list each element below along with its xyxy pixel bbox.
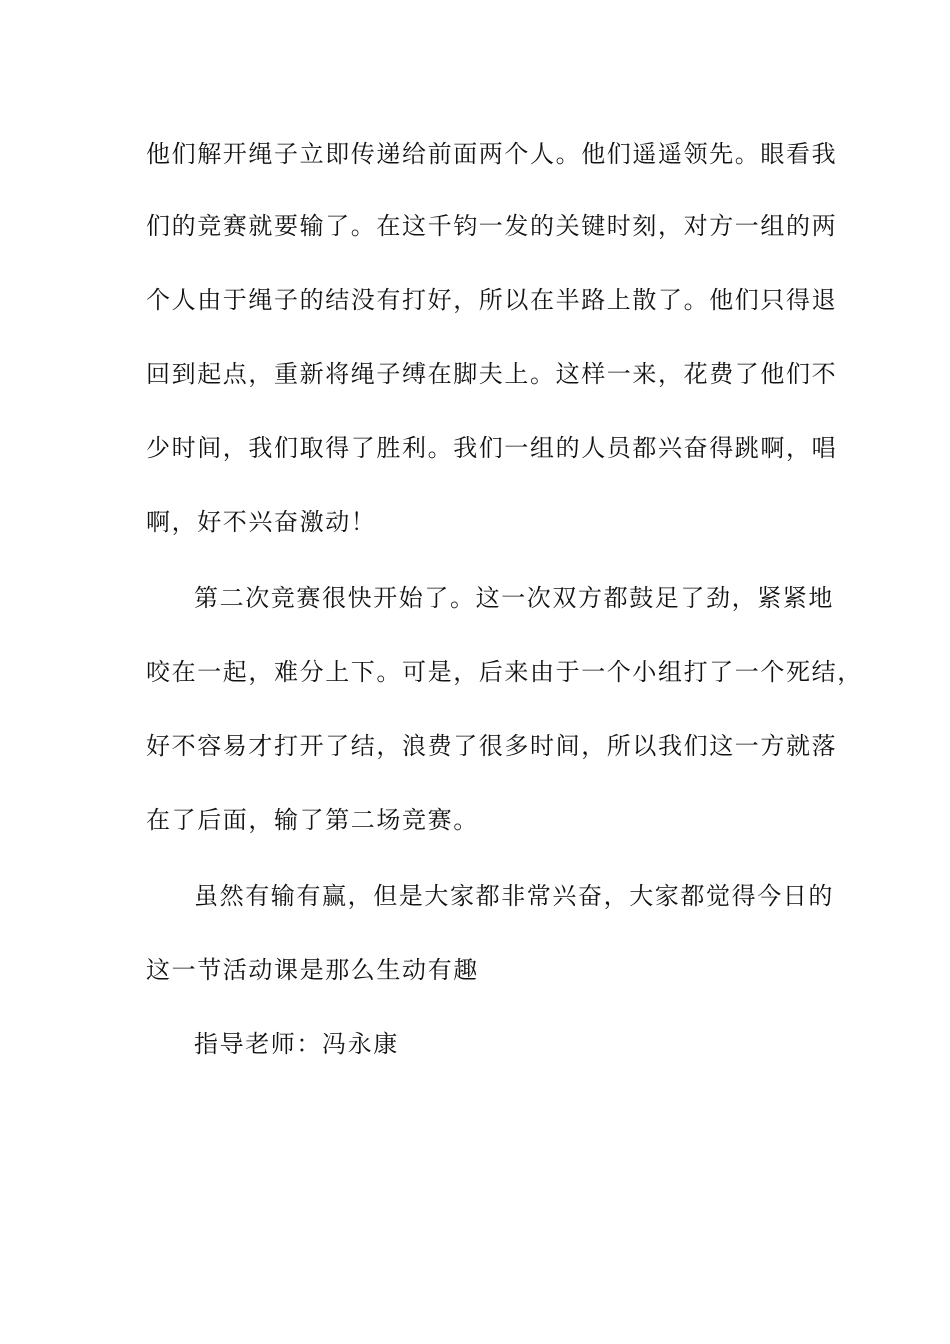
advisor-line: 指导老师：冯永康	[194, 1030, 399, 1058]
text-line-5: 少时间，我们取得了胜利。我们一组的人员都兴奋得跳啊，唱	[146, 434, 838, 462]
text-line-10: 在了后面，输了第二场竞赛。	[146, 806, 479, 834]
text-line-6: 啊，好不兴奋激动！	[146, 508, 377, 536]
text-line-9: 好不容易才打开了结，浪费了很多时间，所以我们这一方就落	[146, 732, 838, 760]
text-line-7: 第二次竞赛很快开始了。这一次双方都鼓足了劲，紧紧地	[194, 584, 834, 612]
text-line-11: 虽然有输有赢，但是大家都非常兴奋，大家都觉得今日的	[194, 882, 834, 910]
text-line-1: 他们解开绳子立即传递给前面两个人。他们遥遥领先。眼看我	[146, 140, 838, 168]
text-line-2: 们的竞赛就要输了。在这千钧一发的关键时刻，对方一组的两	[146, 212, 838, 240]
text-line-3: 个人由于绳子的结没有打好，所以在半路上散了。他们只得退	[146, 286, 838, 314]
text-line-8: 咬在一起，难分上下。可是，后来由于一个小组打了一个死结，	[146, 658, 863, 686]
text-line-12: 这一节活动课是那么生动有趣	[146, 956, 479, 984]
text-line-4: 回到起点，重新将绳子缚在脚夫上。这样一来，花费了他们不	[146, 360, 838, 388]
